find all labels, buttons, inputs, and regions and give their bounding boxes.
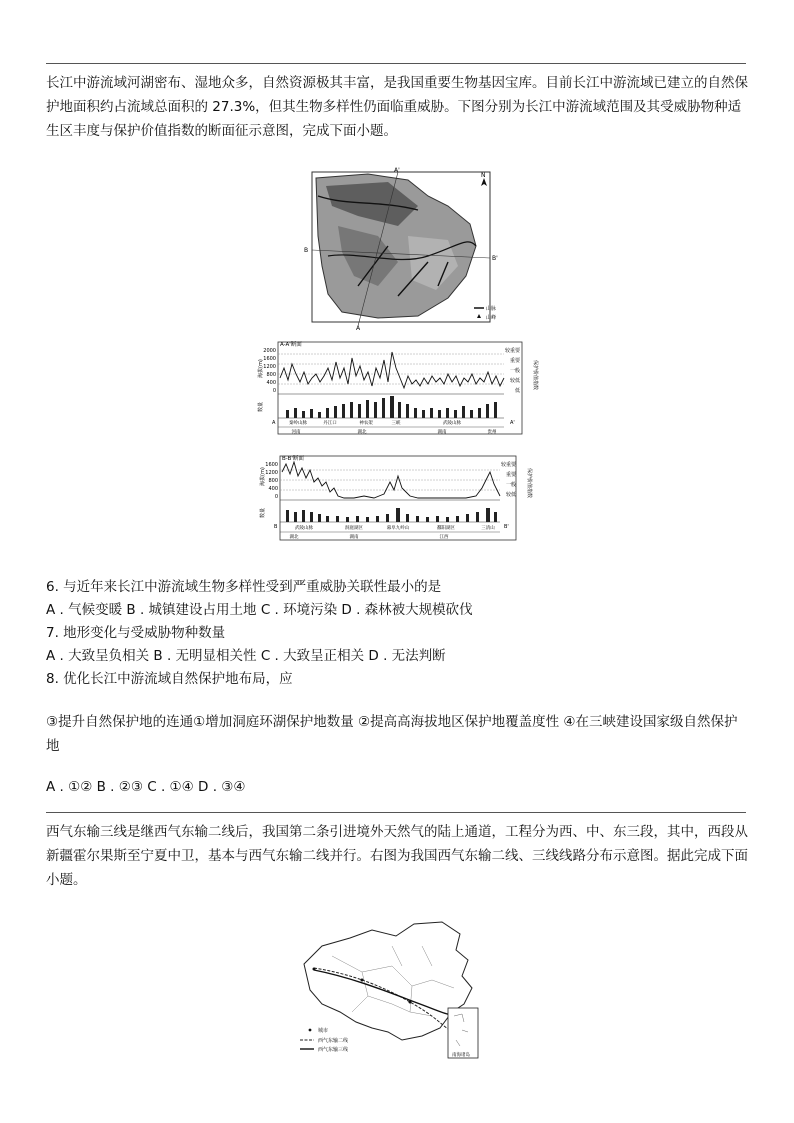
bb-scale: 一般 [505,482,516,488]
top-divider [46,63,746,64]
bb-scale: 较低 [505,492,516,498]
aa-scale: 一般 [509,368,520,374]
bb-province: 湖北 [289,535,299,540]
bb-ytick: 800 [268,478,278,484]
bb-end-right: B' [504,524,509,530]
profile-aa-title: A-A'断面 [280,342,302,348]
bb-scale: 重要 [505,472,516,478]
inset-label: 南海诸岛 [452,1053,470,1058]
aa-scale: 重要 [509,358,520,364]
yangtze-basin-map [298,166,510,332]
bb-province: 江西 [439,535,449,540]
aa-scale: 低 [514,388,520,394]
aa-range: 神农架 [359,421,373,426]
aa-scale: 较重要 [504,348,520,354]
bb-ytick: 1200 [265,470,278,476]
question-8-items: ③提升自然保护地的连通①增加洞庭环湖保护地数量 ②提高高海拔地区保护地覆盖度性 ④在三峡建设国家级自然保护地 [46,714,738,754]
legend-mountain: 山脉 [486,306,497,312]
aa-count-label: 数量 [258,401,264,412]
aa-province: 河南 [291,430,301,435]
aa-province: 湖北 [357,430,367,435]
bb-range: 幕阜九岭山 [386,526,410,531]
aa-range: 三峡 [391,421,401,426]
bb-ylabel: 海拔(m) [260,467,266,486]
question-7-options: A . 大致呈负相关 B . 无明显相关性 C . 大致呈正相关 D . 无法判断 [46,648,446,664]
aa-end-left: A [272,420,276,426]
bb-scale: 较重要 [500,462,516,468]
aa-ylabel: 海拔(m) [258,359,264,378]
map-label-b: B [304,247,309,254]
south-sea-inset [448,1008,478,1058]
question-6: 6. 与近年来长江中游流域生物多样性受到严重威胁关联性最小的是 [46,579,442,595]
map-label-b-prime: B' [492,255,498,262]
aa-ytick: 0 [272,388,276,394]
question-8: 8. 优化长江中游流域自然保护地布局，应 [46,671,293,687]
aa-end-right: A' [510,420,515,426]
aa-range: 秦岭山脉 [289,421,307,426]
bb-range: 鄱阳湖区 [437,526,455,531]
city-legend-icon [309,1029,312,1032]
bb-side-label: 保护价值指数 [526,468,532,499]
bb-ytick: 400 [268,486,278,492]
aa-side-label: 保护价值指数 [532,360,538,391]
question-7: 7. 地形变化与受威胁物种数量 [46,625,226,641]
bb-range: 三清山 [481,526,495,531]
aa-province: 贵州 [487,430,497,435]
passage-1: 长江中游流域河湖密布、湿地众多，自然资源极其丰富，是我国重要生物基因宝库。目前长江中游流域已建立的自然保护地面积约占流域总面积的 27.3%，但其生物多样性仍面临重威胁。下图分别为长江中游流域范围及其受威胁物种适生区丰度与保护价值指数的断面征示意图，完成下面小题。 [46,75,748,139]
aa-ytick: 1200 [263,364,276,370]
bb-range: 武陵山脉 [295,526,313,531]
legend-line3: 西气东输三线 [318,1047,349,1053]
bb-ytick: 0 [274,494,278,500]
profile-b-b [254,452,544,544]
question-6-options: A . 气候变暖 B . 城镇建设占用土地 C . 环境污染 D . 森林被大规模砍伐 [46,602,473,618]
map-label-a: A [356,325,361,332]
aa-ytick: 2000 [263,348,276,354]
aa-ytick: 1600 [263,356,276,362]
aa-ytick: 800 [266,372,276,378]
section-divider [46,812,746,813]
aa-province: 湖南 [437,430,447,435]
china-pipeline-map [292,916,498,1066]
bb-count-label: 数量 [260,507,266,518]
aa-ytick: 400 [266,380,276,386]
map-north: N [481,172,486,179]
legend-peak: 山峰 [486,315,497,321]
bb-end-left: B [274,524,278,530]
aa-range: 丹江口 [323,421,337,426]
bb-province: 湖南 [349,535,359,540]
passage-2: 西气东输三线是继西气东输二线后，我国第二条引进境外天然气的陆上通道，工程分为西、中、东三段，其中，西段从新疆霍尔果斯至宁夏中卫，基本与西气东输二线并行。右图为我国西气东输二线、三线线路分布示意图。据此完成下面小题。 [46,824,748,888]
profile-bb-title: B-B'断面 [282,456,304,462]
bb-range: 洞庭湖区 [345,526,363,531]
aa-scale: 较低 [509,378,520,384]
question-8-options: A . ①② B . ②③ C . ①④ D . ③④ [46,779,246,795]
legend-line2: 西气东输二线 [318,1038,349,1044]
bb-ytick: 1600 [265,462,278,468]
profile-a-a [252,338,550,442]
aa-range: 武陵山脉 [443,421,461,426]
map-label-a-prime: A' [394,167,400,174]
legend-city: 城市 [318,1028,329,1034]
